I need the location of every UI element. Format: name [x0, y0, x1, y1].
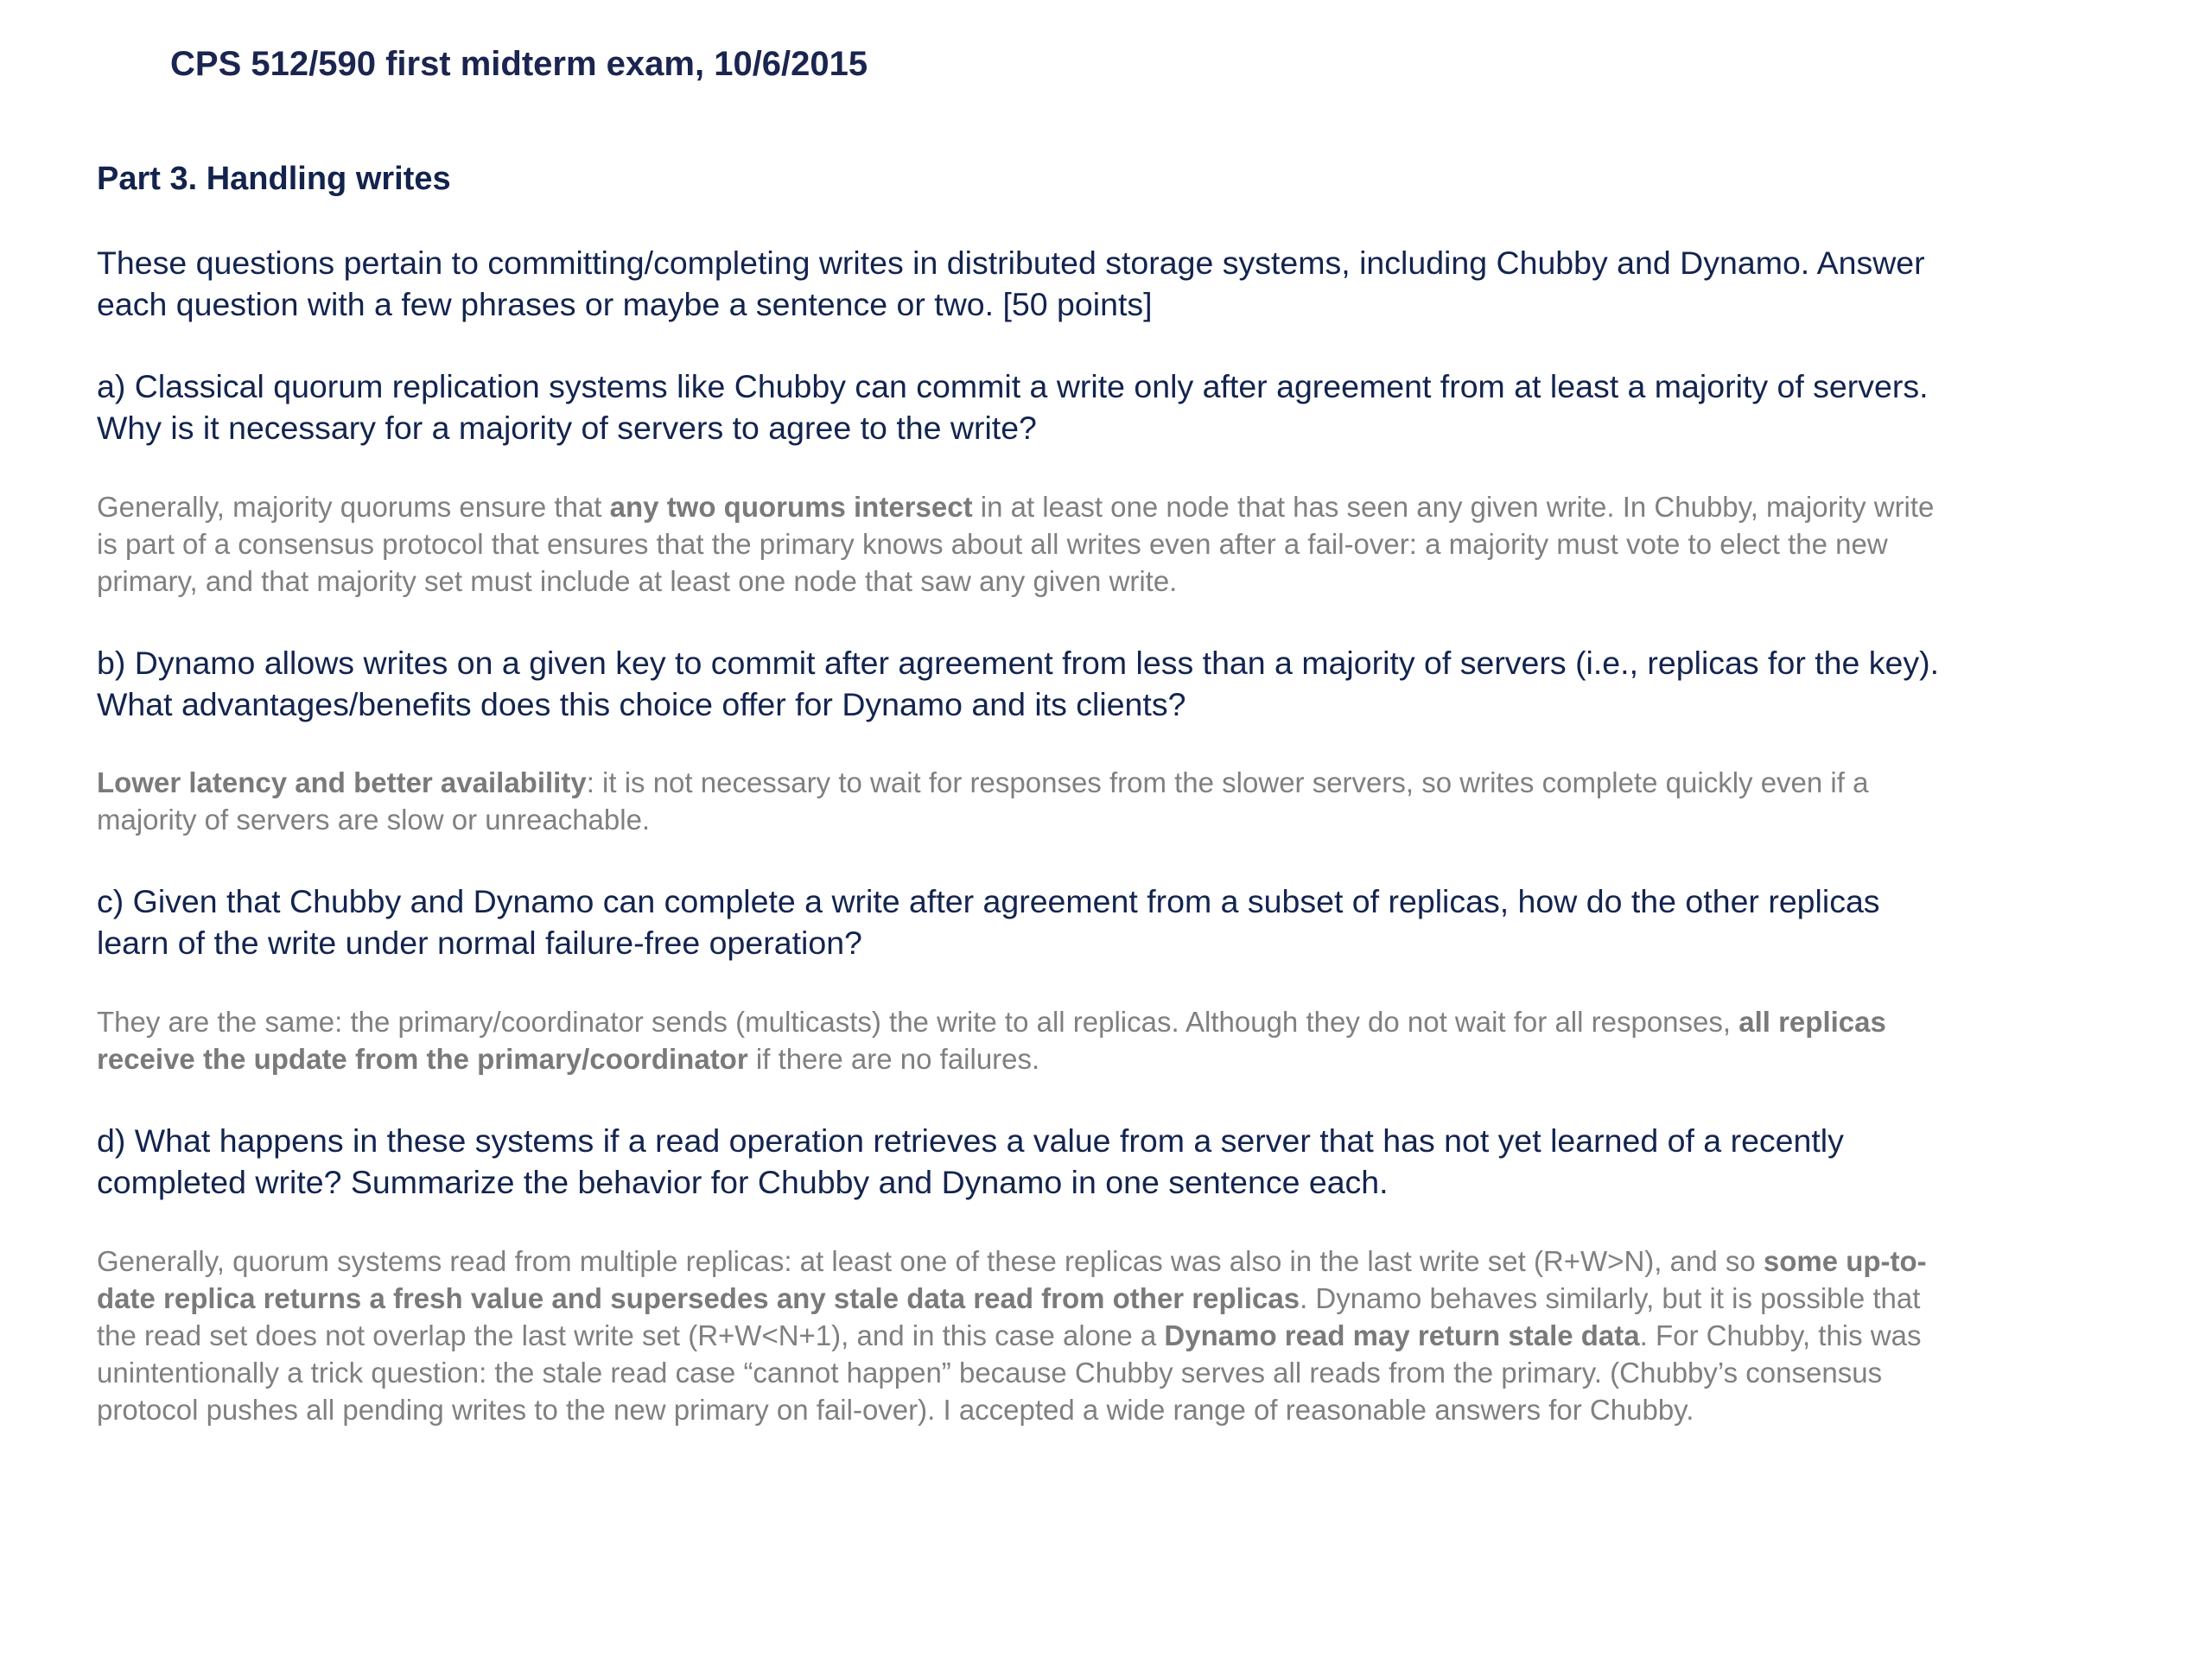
answer-emphasis: all replicas receive the update from the primary/coordinator	[97, 1006, 1886, 1075]
answer-text: . Dynamo behaves similarly, but it is possible that the read set does not overlap the last write set (R+W<N+1), and in this case alone a	[97, 1282, 1921, 1351]
answer-a	[97, 488, 1955, 600]
answer-text: . For Chubby, this was unintentionally a trick question: the stale read case “cannot happen” because Chubby serves all reads from the primary. (Chubby’s consensus protocol pushes all pending writes to the new primary on fail-over). I accepted a wide range of reasonable answers for Chubby.	[97, 1319, 1922, 1426]
answer-c	[97, 1003, 1955, 1077]
part-heading: Part 3. Handling writes	[97, 161, 451, 197]
answer-text: if there are no failures.	[747, 1043, 1040, 1075]
answer-emphasis: any two quorums intersect	[609, 491, 973, 523]
answer-text: in at least one node that has seen any given write. In Chubby, majority write is part of a consensus protocol that ensures that the primary knows about all writes even after a fail-over: a majority must vote to elect the new primary, and that majority set must include at least one node that saw any given write.	[97, 491, 1935, 597]
answer-emphasis: Lower latency and better availability	[97, 766, 587, 798]
exam-title: CPS 512/590 first midterm exam, 10/6/2015	[170, 45, 868, 83]
question-c: c) Given that Chubby and Dynamo can complete a write after agreement from a subset of replicas, how do the other replicas learn of the write under normal failure-free operation?	[97, 883, 1880, 961]
answer-emphasis: some up-to-date replica returns a fresh value and supersedes any stale data read from other replicas	[97, 1245, 1927, 1314]
question-d: d) What happens in these systems if a read operation retrieves a value from a server that has not yet learned of a recently completed write? Summarize the behavior for Chubby and Dynamo in one sentence each.	[97, 1122, 1844, 1200]
answer-text: Generally, majority quorums ensure that	[97, 491, 610, 523]
answer-d	[97, 1243, 1955, 1428]
answer-emphasis: Dynamo read may return stale data	[1164, 1319, 1640, 1351]
question-a: a) Classical quorum replication systems like Chubby can commit a write only after agreement from at least a majority of servers. Why is it necessary for a majority of servers to agree to the write?	[97, 368, 1929, 446]
answer-b	[97, 764, 1955, 838]
question-b: b) Dynamo allows writes on a given key to commit after agreement from less than a majority of servers (i.e., replicas for the key). What advantages/benefits does this choice offer for Dynamo and its clients?	[97, 645, 1940, 722]
part-intro: These questions pertain to committing/completing writes in distributed storage systems, including Chubby and Dynamo. Answer each question with a few phrases or maybe a sentence or two. [50 points]	[97, 245, 1925, 322]
answer-text: They are the same: the primary/coordinator sends (multicasts) the write to all replicas. Although they do not wait for all responses,	[97, 1006, 1739, 1038]
answer-text: : it is not necessary to wait for responses from the slower servers, so writes complete quickly even if a majority of servers are slow or unreachable.	[97, 766, 1869, 836]
answer-text: Generally, quorum systems read from multiple replicas: at least one of these replicas was also in the last write set (R+W>N), and so	[97, 1245, 1764, 1277]
